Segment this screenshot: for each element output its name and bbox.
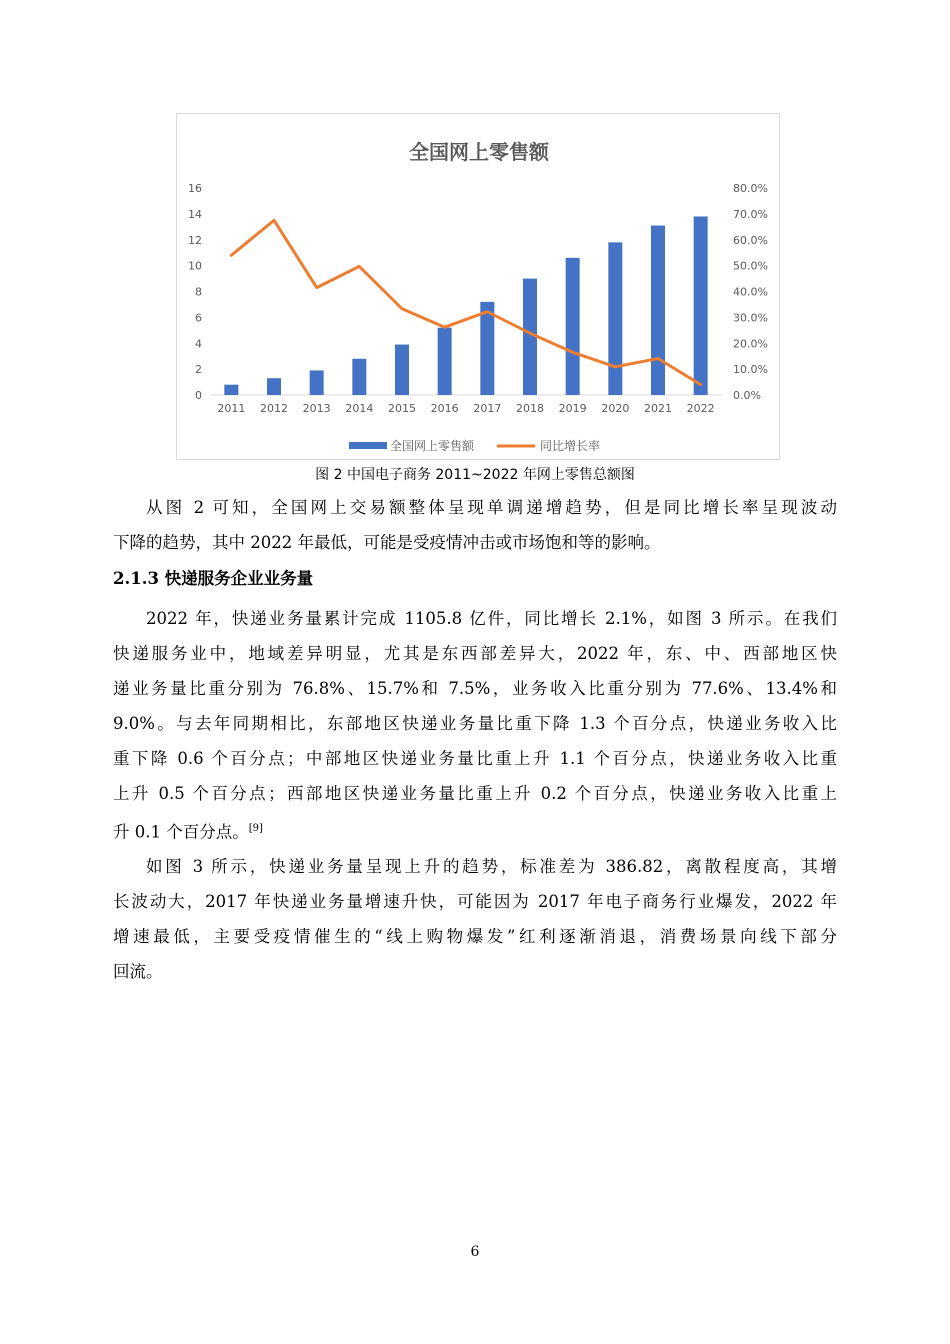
- citation: [9]: [248, 823, 263, 834]
- x-tick-label: 2016: [430, 402, 459, 415]
- chart-container: [176, 113, 780, 460]
- paragraph-2: [113, 601, 837, 850]
- x-tick-label: 2015: [388, 402, 416, 415]
- text-line: 回流。: [113, 962, 163, 981]
- left-tick-label: 10: [188, 259, 202, 273]
- bar: [352, 359, 366, 395]
- bar: [267, 378, 281, 395]
- right-tick-label: 50.0%: [733, 259, 768, 273]
- x-tick-label: 2022: [686, 402, 715, 415]
- right-tick-label: 20.0%: [733, 337, 768, 351]
- text-line: 增速最低，主要受疫情催生的“线上购物爆发”红利逐渐消退，消费场景向线下部分: [113, 927, 837, 946]
- left-tick-label: 12: [188, 233, 202, 247]
- text-line: 重下降 0.6 个百分点；中部地区快递业务量比重上升 1.1 个百分点，快递业务收入比重: [113, 749, 837, 768]
- page-number: 6: [470, 1244, 480, 1260]
- left-tick-label: 0: [195, 389, 202, 402]
- section-heading: 2.1.3 快递服务企业业务量: [113, 569, 314, 588]
- paragraph-1: [113, 490, 837, 560]
- paragraph-3: [113, 849, 837, 989]
- text-line: 从图 2 可知，全国网上交易额整体呈现单调递增趋势，但是同比增长率呈现波动: [146, 498, 837, 517]
- retail-chart: [177, 114, 781, 461]
- left-tick-label: 2: [195, 363, 202, 377]
- text-line: 9.0%。与去年同期相比，东部地区快递业务量比重下降 1.3 个百分点，快递业务收入比: [113, 714, 837, 733]
- right-tick-label: 60.0%: [733, 233, 768, 247]
- text-line: 下降的趋势，其中 2022 年最低，可能是受疫情冲击或市场饱和等的影响。: [113, 533, 661, 552]
- text-line: 上升 0.5 个百分点；西部地区快递业务量比重上升 0.2 个百分点，快递业务收入比重上: [113, 784, 837, 803]
- bar: [566, 258, 580, 395]
- bar: [608, 242, 622, 395]
- legend-bar-swatch: [349, 442, 387, 449]
- left-tick-label: 16: [188, 182, 202, 195]
- bar: [651, 226, 665, 395]
- x-tick-label: 2019: [558, 402, 587, 415]
- x-tick-label: 2021: [644, 402, 672, 415]
- right-tick-label: 10.0%: [733, 363, 768, 377]
- text-line-content: 升 0.1 个百分点。: [113, 822, 249, 842]
- bar: [694, 216, 708, 395]
- bar: [438, 328, 452, 395]
- bar: [310, 370, 324, 395]
- right-tick-label: 0.0%: [733, 389, 761, 402]
- right-tick-label: 70.0%: [733, 207, 768, 221]
- x-tick-label: 2020: [601, 402, 630, 415]
- bar: [395, 345, 409, 395]
- legend-bar-label: 全国网上零售额: [390, 439, 475, 453]
- text-line: 长波动大，2017 年快递业务量增速升快，可能因为 2017 年电子商务行业爆发，2022 年: [113, 892, 837, 911]
- legend-line-label: 同比增长率: [540, 439, 601, 453]
- text-line: 2022 年，快递业务量累计完成 1105.8 亿件，同比增长 2.1%，如图 3 所示。在我们: [146, 609, 837, 628]
- text-line: 快递服务业中，地域差异明显，尤其是东西部差异大，2022 年，东、中、西部地区快: [113, 644, 837, 663]
- right-tick-label: 40.0%: [733, 285, 768, 299]
- x-tick-label: 2017: [473, 402, 502, 415]
- text-line: 递业务量比重分别为 76.8%、15.7%和 7.5%，业务收入比重分别为 77.6%、13.4%和: [113, 679, 837, 698]
- x-tick-label: 2011: [217, 402, 246, 415]
- left-tick-label: 6: [195, 311, 202, 325]
- chart-title: 全国网上零售额: [409, 140, 549, 164]
- text-line: 如图 3 所示，快递业务量呈现上升的趋势，标准差为 386.82，离散程度高，其增: [146, 857, 837, 876]
- right-tick-label: 80.0%: [733, 182, 768, 195]
- figure-caption: 图 2 中国电子商务 2011~2022 年网上零售总额图: [315, 467, 635, 483]
- left-tick-label: 14: [188, 207, 202, 221]
- x-tick-label: 2013: [302, 402, 331, 415]
- x-tick-label: 2018: [516, 402, 544, 415]
- text-line: [113, 811, 837, 850]
- right-tick-label: 30.0%: [733, 311, 768, 325]
- x-tick-label: 2014: [345, 402, 374, 415]
- left-tick-label: 4: [195, 337, 202, 351]
- x-tick-label: 2012: [260, 402, 288, 415]
- left-tick-label: 8: [195, 285, 202, 299]
- bar: [224, 385, 238, 395]
- growth-rate-line: [231, 220, 700, 384]
